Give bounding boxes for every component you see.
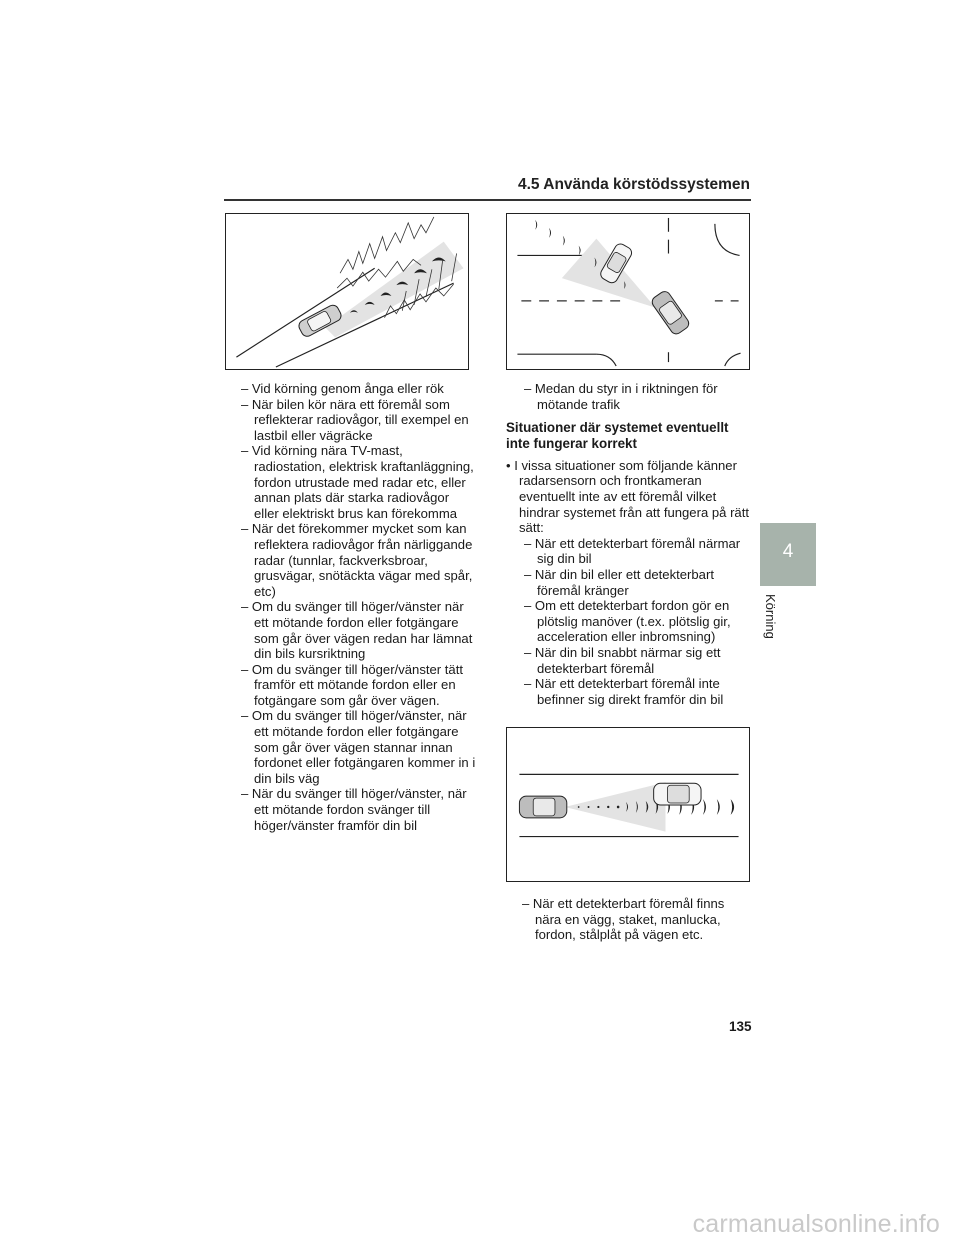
watermark: carmanualsonline.info xyxy=(692,1210,940,1238)
intersection-illustration xyxy=(507,214,749,369)
figure-offset-vehicle xyxy=(506,727,750,882)
list-item: – När det förekommer mycket som kan reflektera radiovågor från närliggande radar (tunnlar, fackverksbroar, grusvägar, snötäckta vägar med spår, etc) xyxy=(241,521,473,599)
figure-smoke-illustration xyxy=(225,213,469,370)
header-divider xyxy=(224,199,751,201)
list-item: – Om du svänger till höger/vänster när ett mötande fordon eller fotgängare som går över vägen redan har lämnat din bils kursriktning xyxy=(241,599,473,662)
list-item: – Vid körning genom ånga eller rök xyxy=(241,381,444,396)
list-item: – Medan du styr in i riktningen för mötande trafik xyxy=(524,381,718,412)
list-item: – När ett detekterbart föremål närmar sig din bil xyxy=(524,535,741,567)
list-item: – När din bil snabbt närmar sig ett detekterbart föremål xyxy=(524,644,721,676)
list-item: – När du svänger till höger/vänster, när ett mötande fordon svänger till höger/vänster framför din bil xyxy=(241,786,467,833)
bottom-right-text xyxy=(522,896,750,943)
figure-intersection-turn xyxy=(506,213,750,370)
section-title: 4.5 Använda körstödssystemen xyxy=(517,176,750,193)
list-item: – När bilen kör nära ett föremål som reflekterar radiovågor, till exempel en lastbil eller vägräcke xyxy=(241,396,469,443)
offset-vehicle-illustration xyxy=(507,728,749,881)
list-item: – Om du svänger till höger/vänster, när ett mötande fordon eller fotgängare som går över vägen stannar innan fordonet eller fotgängaren kommer in i din bils väg xyxy=(241,708,476,786)
left-text-column xyxy=(241,381,476,833)
list-item: – När ett detekterbart föremål finns nära en vägg, staket, manlucka, fordon, stålplåt på vägen etc. xyxy=(522,896,725,943)
list-item: – När din bil eller ett detekterbart föremål kränger xyxy=(524,566,714,598)
list-item: – Om ett detekterbart fordon gör en plötslig manöver (t.ex. plötslig gir, acceleration eller inbromsning) xyxy=(524,598,731,645)
chapter-label: Körning xyxy=(763,594,778,639)
list-item: – Om du svänger till höger/vänster tätt framför ett mötande fordon eller en fotgängare som går över vägen. xyxy=(241,661,463,708)
chapter-number: 4 xyxy=(782,541,794,562)
page-number: 135 xyxy=(729,1019,752,1034)
section-heading: Situationer där systemet eventuellt inte fungerar korrekt xyxy=(506,420,729,451)
list-item: – När ett detekterbart föremål inte befinner sig direkt framför din bil xyxy=(524,676,724,707)
smoke-illustration xyxy=(226,214,468,369)
right-text-column xyxy=(506,381,756,707)
bullet-intro: • I vissa situationer som följande känner radarsensorn och frontkameran eventuellt inte av ett föremål vilket hindrar systemet från att fungera på rätt sätt: xyxy=(506,457,749,536)
list-item: – Vid körning nära TV-mast, radiostation, elektrisk kraftanläggning, fordon utrustade med radar etc, eller annan plats där starka radiovågor eller elektriskt brus kan förekomma xyxy=(241,443,474,521)
